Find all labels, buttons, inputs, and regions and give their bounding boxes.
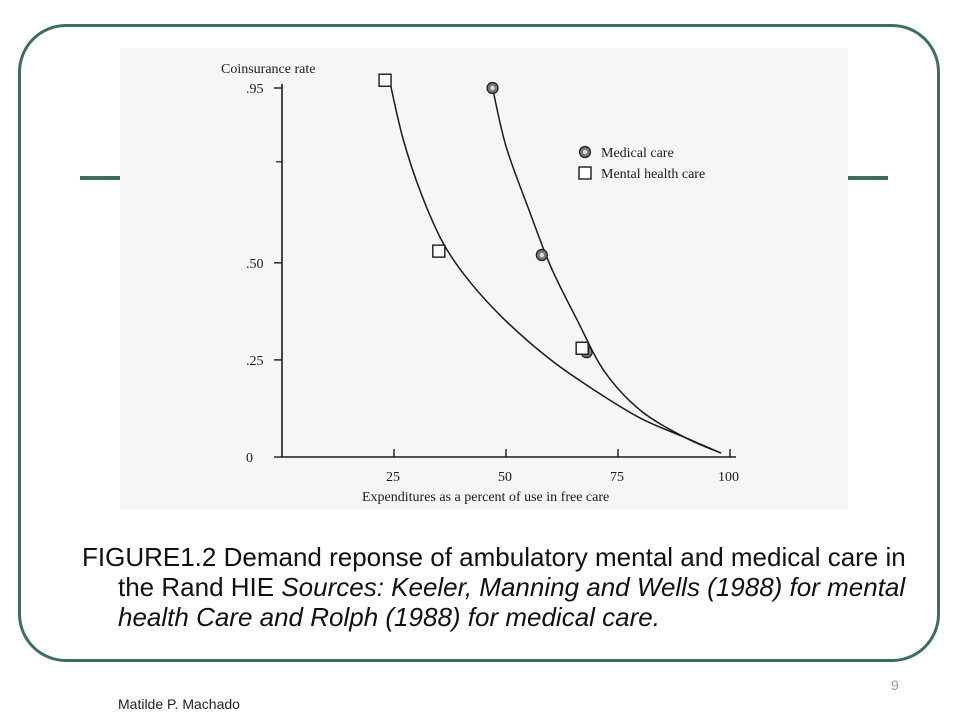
legend-marker bbox=[580, 147, 591, 158]
title-rule-left bbox=[80, 176, 122, 180]
y-tick-label: .25 bbox=[246, 353, 264, 369]
figure-panel bbox=[120, 48, 848, 510]
title-rule-right bbox=[846, 176, 888, 180]
caption-sources: Sources: Keeler, Manning and Wells (1988) for mental health Care and Rolph (1988) for medical care. bbox=[118, 572, 906, 632]
figure-caption bbox=[82, 542, 918, 632]
demand-response-chart bbox=[120, 48, 848, 510]
x-tick-label: 25 bbox=[386, 470, 400, 485]
marker-dot bbox=[540, 253, 544, 257]
y-axis-label: Coinsurance rate bbox=[221, 62, 316, 77]
chart-axes bbox=[282, 84, 736, 457]
circle-marker bbox=[487, 83, 498, 94]
circle-marker bbox=[536, 250, 547, 261]
x-tick-label: 50 bbox=[498, 470, 512, 485]
y-tick-label: 0 bbox=[246, 451, 253, 466]
square-marker bbox=[433, 245, 445, 257]
legend-label: Medical care bbox=[601, 146, 674, 161]
author-name: Matilde P. Machado bbox=[118, 696, 240, 712]
y-tick-label: .95 bbox=[246, 82, 264, 97]
page-number: 9 bbox=[891, 677, 899, 693]
chart-legend bbox=[579, 146, 705, 182]
caption-text: FIGURE1.2 Demand reponse of ambulatory mental and medical care in the Rand HIE bbox=[82, 542, 906, 602]
x-tick-label: 75 bbox=[610, 470, 624, 485]
y-tick-label: .50 bbox=[246, 256, 264, 272]
legend-label: Mental health care bbox=[601, 167, 706, 182]
legend-marker bbox=[579, 167, 591, 179]
chart-ticks bbox=[246, 82, 739, 485]
chart-markers bbox=[379, 74, 592, 357]
square-marker bbox=[576, 342, 588, 354]
marker-dot bbox=[490, 86, 494, 90]
x-tick-label: 100 bbox=[718, 470, 739, 485]
marker-dot bbox=[583, 150, 587, 154]
x-axis-label: Expenditures as a percent of use in free care bbox=[362, 490, 610, 505]
curve-mental-health-care bbox=[390, 80, 722, 453]
chart-curves bbox=[390, 80, 722, 453]
square-marker bbox=[379, 74, 391, 86]
